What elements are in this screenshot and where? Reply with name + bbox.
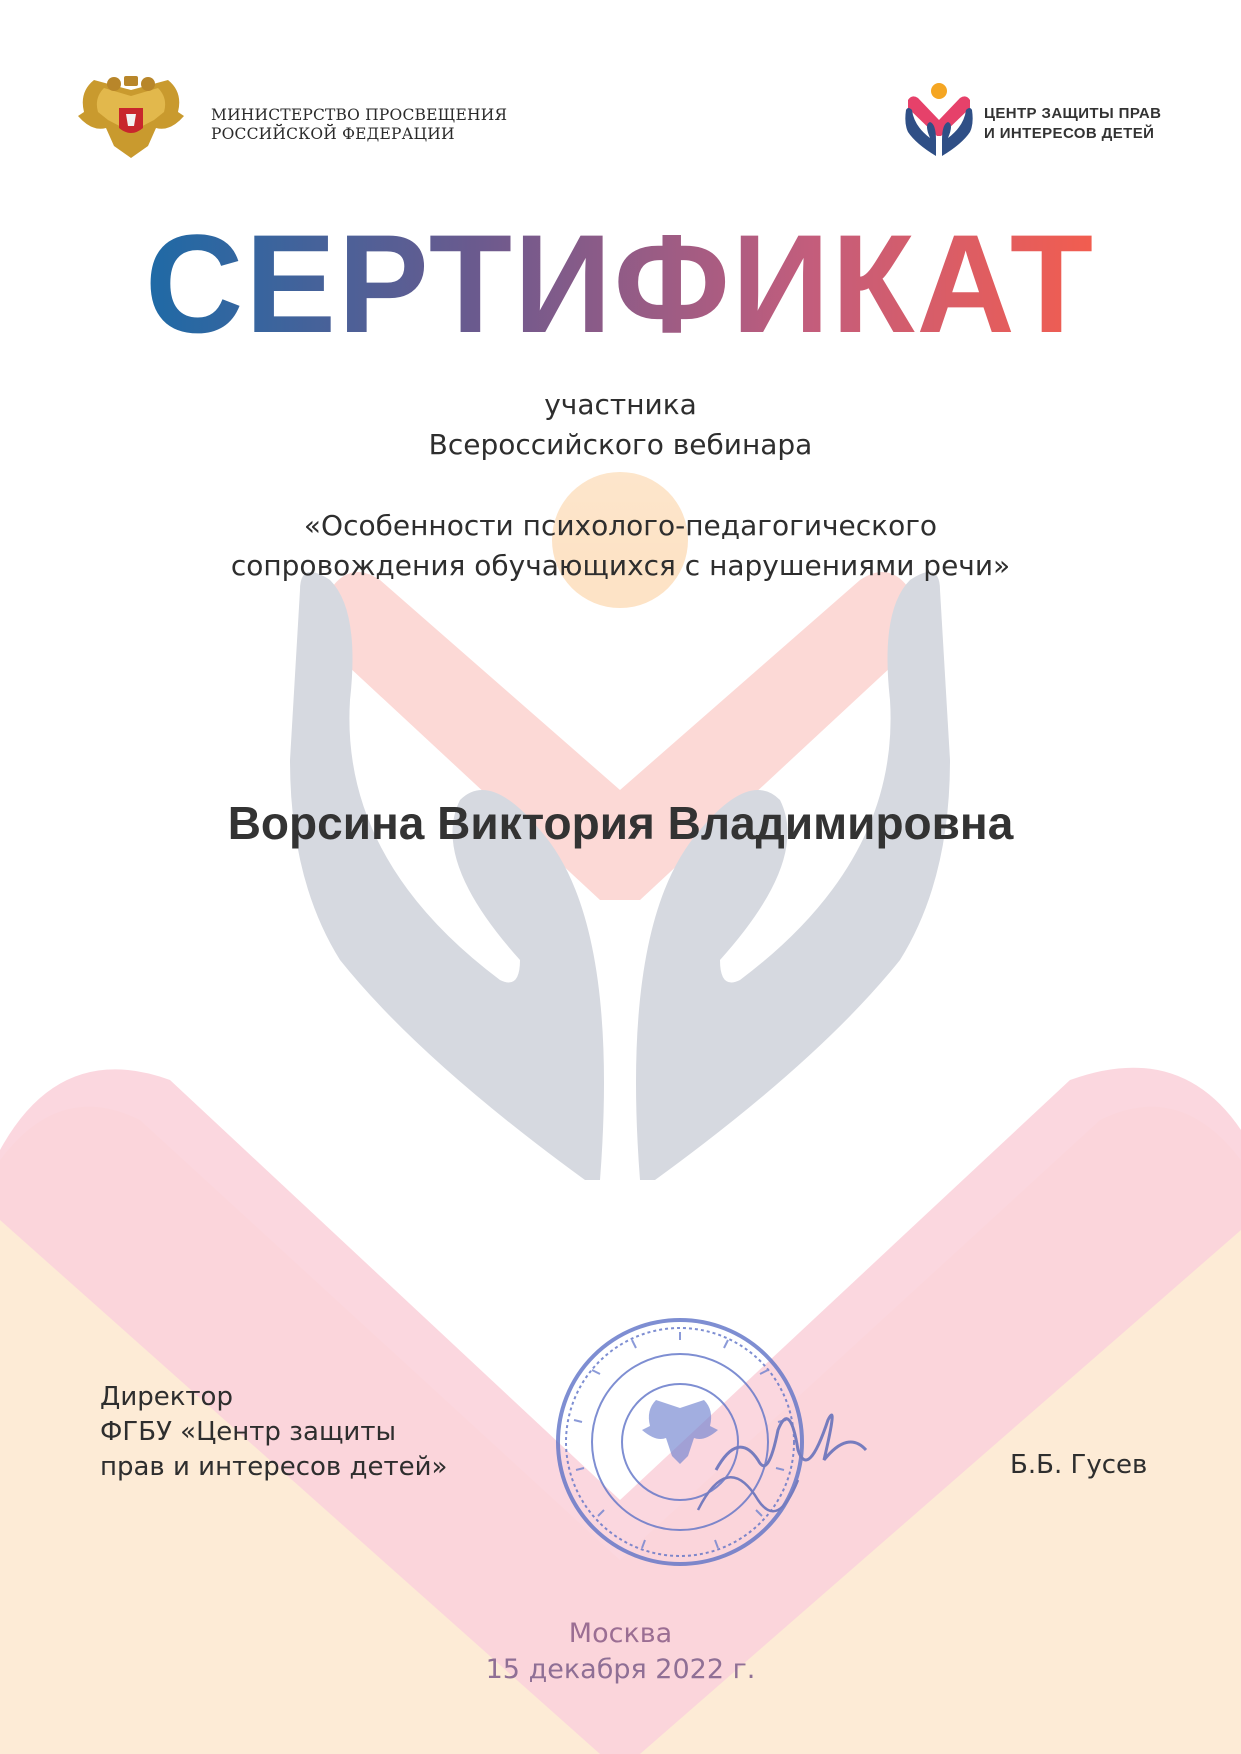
ministry-line-2: РОССИЙСКОЙ ФЕДЕРАЦИИ	[211, 125, 455, 143]
subtitle-webinar: Всероссийского вебинара	[428, 428, 813, 461]
recipient-name: Ворсина Виктория Владимировна	[227, 797, 1014, 849]
webinar-title-line-1: «Особенности психолого-педагогического	[303, 509, 938, 542]
position-line-1: Директор	[100, 1382, 233, 1412]
position-line-3: прав и интересов детей»	[100, 1452, 448, 1482]
position-line-2: ФГБУ «Центр защиты	[100, 1417, 397, 1447]
issue-date: 15 декабря 2022 г.	[485, 1654, 756, 1685]
bg-pink-v-top	[320, 572, 920, 900]
hands-heart-logo-icon	[904, 80, 974, 158]
ministry-name	[211, 106, 507, 144]
issue-city: Москва	[568, 1618, 673, 1649]
webinar-title-line-2: сопровождения обучающихся с нарушениями речи»	[230, 549, 1011, 582]
center-name	[984, 104, 1161, 144]
center-line-1: ЦЕНТР ЗАЩИТЫ ПРАВ	[984, 105, 1162, 122]
signer-name: Б.Б. Гусев	[1010, 1450, 1148, 1480]
ministry-line-1: МИНИСТЕРСТВО ПРОСВЕЩЕНИЯ	[211, 106, 508, 124]
double-headed-eagle-emblem-icon	[74, 72, 188, 164]
official-round-seal-icon	[528, 1310, 898, 1570]
webinar-title	[0, 506, 1241, 586]
center-line-2: И ИНТЕРЕСОВ ДЕТЕЙ	[984, 125, 1155, 142]
subtitle-participant: участника	[544, 388, 697, 421]
certificate-title	[140, 220, 1100, 350]
certificate-title-text: СЕРТИФИКАТ	[145, 220, 1095, 350]
signatory-position	[100, 1380, 447, 1485]
